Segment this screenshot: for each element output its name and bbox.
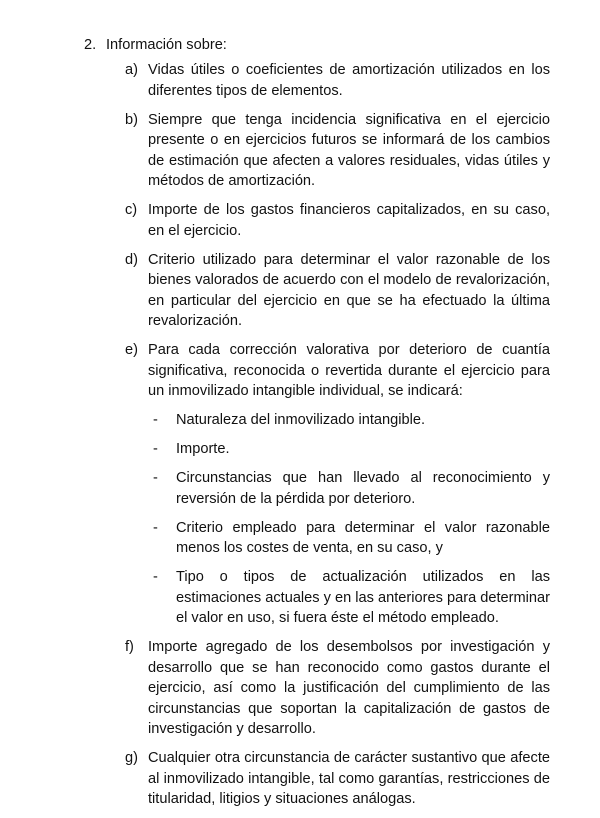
dash-marker: - xyxy=(153,519,158,536)
item-marker: b) xyxy=(125,111,138,128)
dash-marker: - xyxy=(153,470,158,486)
dash-marker: - xyxy=(153,441,158,457)
sub-item-text: Circunstancias que han llevado al reconocimiento y reversión de la pérdida por deterioro. xyxy=(176,470,550,507)
sub-item-text: Naturaleza del inmovilizado intangible. xyxy=(176,412,426,428)
list-item-g xyxy=(125,748,550,810)
item-list xyxy=(125,60,550,818)
list-item-d xyxy=(125,250,550,332)
item-text: Cualquier otra circunstancia de carácter sustantivo que afecte al inmovilizado intangible, tal como garantías, restricciones de titularidad, litigios y situaciones análogas. xyxy=(148,750,550,807)
item-marker: c) xyxy=(125,202,138,218)
item-text: Importe de los gastos financieros capitalizados, en su caso, en el ejercicio. xyxy=(148,202,550,239)
sub-item-text: Importe. xyxy=(176,441,230,457)
sub-item xyxy=(148,567,550,629)
dash-marker: - xyxy=(153,412,158,428)
item-marker: f) xyxy=(125,639,134,655)
item-marker: e) xyxy=(125,342,138,358)
item-marker: d) xyxy=(125,251,138,268)
section-heading xyxy=(84,35,227,56)
item-text: Vidas útiles o coeficientes de amortización utilizados en los diferentes tipos de elementos. xyxy=(148,62,550,99)
list-item-a xyxy=(125,60,550,101)
sub-item-text: Tipo o tipos de actualización utilizados en las estimaciones actuales y en las anteriores para determinar el valor en uso, si fuera éste el método empleado. xyxy=(176,569,550,626)
sub-item-text: Criterio empleado para determinar el valor razonable menos los costes de venta, en su caso, y xyxy=(176,519,550,556)
item-text: Para cada corrección valorativa por deterioro de cuantía significativa, reconocida o revertida durante el ejercicio para un inmovilizado intangible individual, se indicará: xyxy=(148,342,550,399)
item-marker: g) xyxy=(125,750,138,766)
sub-item xyxy=(148,518,550,559)
list-item-f xyxy=(125,637,550,740)
list-item-c xyxy=(125,200,550,241)
section-title: Información sobre: xyxy=(106,37,227,53)
list-item-b xyxy=(125,110,550,192)
section-number: 2. xyxy=(84,37,97,53)
item-marker: a) xyxy=(125,62,138,78)
sub-item xyxy=(148,468,550,509)
item-text: Siempre que tenga incidencia significativa en el ejercicio presente o en ejercicios futuros se informará de los cambios de estimación que afecten a valores residuales, vidas útiles y métodos de amortización. xyxy=(148,111,550,189)
sub-item xyxy=(148,410,550,431)
item-text: Criterio utilizado para determinar el valor razonable de los bienes valorados de acuerdo con el modelo de revalorización, en particular del ejercicio en que se ha efectuado la última revalorización. xyxy=(148,251,550,329)
dash-marker: - xyxy=(153,569,158,585)
item-text: Importe agregado de los desembolsos por investigación y desarrollo que se han reconocido como gastos durante el ejercicio, así como la justificación del cumplimiento de las circunstancias que soportan la capitalización de gastos de investigación y desarrollo. xyxy=(148,639,550,737)
list-item-e xyxy=(125,340,550,629)
sub-list xyxy=(148,410,550,629)
sub-item xyxy=(148,439,550,460)
